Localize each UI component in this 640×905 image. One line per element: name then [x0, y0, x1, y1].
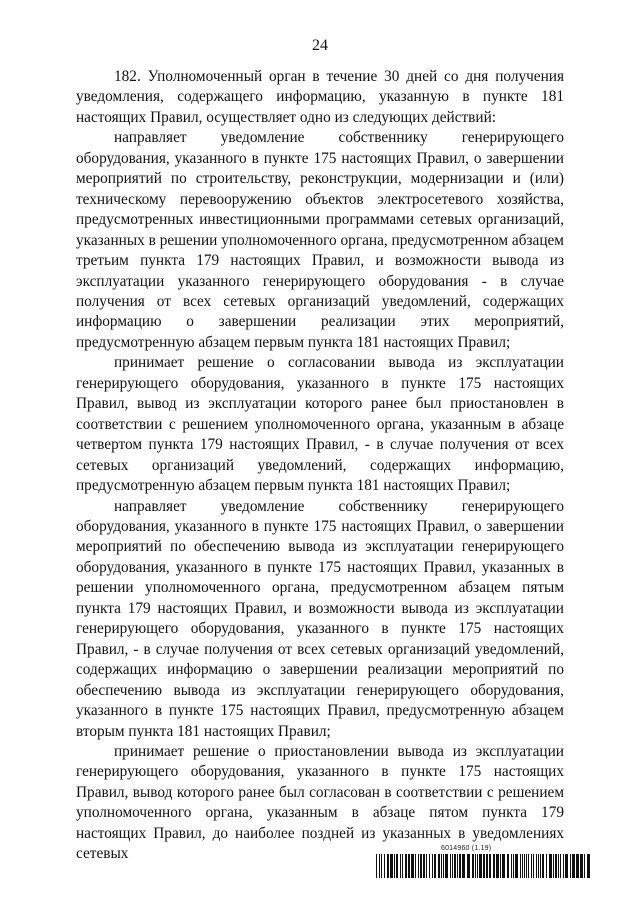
barcode-bar [445, 854, 448, 878]
barcode-bar [496, 854, 499, 878]
barcode-bar [493, 854, 495, 878]
barcode-bar [540, 854, 541, 878]
paragraph-action-4: принимает решение о приостановлении вывода из эксплуатации генерирующего оборудования, указанного в пункте 175 настоящих Правил, вывод которого ранее был согласован в соответствии с решением уполномоченного органа, указанным в абзаце пятом пункта 179 настоящих Правил, до наиболее поздней из указанных в уведомлениях сетевых [76, 742, 564, 863]
barcode-bar [520, 854, 521, 878]
barcode-bar [384, 854, 385, 878]
page-number: 24 [312, 37, 328, 54]
barcode-bar [528, 854, 529, 878]
barcode-bar [443, 854, 444, 878]
barcode-bar [553, 854, 554, 878]
barcode-bar [396, 854, 398, 878]
barcode-bar [489, 854, 491, 878]
document-code: 6014960 (1.19) [441, 845, 492, 852]
barcode-graphic [376, 854, 590, 878]
barcode-bar [546, 854, 547, 878]
barcode-bar [411, 854, 414, 878]
barcode-bar [426, 854, 427, 878]
barcode-bar [400, 854, 401, 878]
barcode-bar [576, 854, 579, 878]
barcode-bar [381, 854, 382, 878]
barcode-bar [515, 854, 518, 878]
barcode-bar [570, 854, 571, 878]
barcode-bar [513, 854, 514, 878]
barcode-bar [572, 854, 575, 878]
barcode-bar [462, 854, 465, 878]
barcode-bar [531, 854, 532, 878]
barcode-bar [432, 854, 433, 878]
barcode-bar [507, 854, 509, 878]
barcode-bar [452, 854, 453, 878]
barcode-bar [467, 854, 470, 878]
barcode-bar [405, 854, 407, 878]
barcode-bar [457, 854, 458, 878]
paragraph-action-2: принимает решение о согласовании вывода из эксплуатации генерирующего оборудования, указанного в пункте 175 настоящих Правил, вывод из эксплуатации которого ранее был приостановлен в соответствии с решением уполномоченного органа, указанным в абзаце четвертом пункта 179 настоящих Правил, - в случае получения от всех сетевых организаций уведомлений, содержащих информацию, предусмотренную абзацем первым пункта 181 настоящих Правил; [76, 354, 564, 495]
barcode-bar [526, 854, 527, 878]
barcode-bar [536, 854, 537, 878]
barcode-bar [472, 854, 474, 878]
barcode-bar [423, 854, 425, 878]
barcode-bar [379, 854, 380, 878]
barcode-bar [438, 854, 440, 878]
barcode-bar [479, 854, 482, 878]
barcode-bar [580, 854, 583, 878]
barcode-bar [563, 854, 564, 878]
paragraph-182: 182. Уполномоченный орган в течение 30 дней со дня получения уведомления, содержащего информацию, указанную в пункте 181 настоящих Правил, осуществляет одно из следующих действий: [76, 68, 564, 126]
document-body [76, 67, 564, 865]
barcode-bar [441, 854, 442, 878]
barcode-bar [429, 854, 430, 878]
barcode-bar [522, 854, 523, 878]
barcode-bar [475, 854, 476, 878]
barcode [376, 854, 590, 878]
barcode-bar [483, 854, 485, 878]
paragraph-action-1: направляет уведомление собственнику генерирующего оборудования, указанного в пункте 175 настоящих Правил, о завершении мероприятий по строительству, реконструкции, модернизации и (или) техническому перевооружению объектов электросетевого хозяйства, предусмотренных инвестиционными программами сетевых организаций, указанных в решении уполномоченного органа, предусмотренном абзацем третьим пункта 179 настоящих Правил, и возможности вывода из эксплуатации указанного генерирующего оборудования - в случае получения от всех сетевых организаций уведомлений, содержащих информацию о завершении реализации этих мероприятий, предусмотренную абзацем первым пункта 181 настоящих Правил; [76, 129, 564, 351]
barcode-bar [555, 854, 557, 878]
barcode-bar [511, 854, 512, 878]
paragraph-action-3: направляет уведомление собственнику генерирующего оборудования, указанного в пункте 175 настоящих Правил, о завершении мероприятий по обеспечению вывода из эксплуатации генерирующего оборудования, указанного в пункте 175 настоящих Правил, указанных в решении уполномоченного органа, предусмотренном абзацем пятым пункта 179 настоящих Правил, и возможности вывода из эксплуатации генерирующего оборудования, указанного в пункте 175 настоящих Правил, - в случае получения от всех сетевых организаций уведомлений, содержащих информацию о завершении реализации мероприятий по обеспечению вывода из эксплуатации генерирующего оборудования, указанного в пункте 175 настоящих Правил, предусмотренную абзацем вторым пункта 181 настоящих Правил; [76, 497, 564, 740]
barcode-bar [486, 854, 488, 878]
barcode-bar [524, 854, 525, 878]
barcode-bar [415, 854, 416, 878]
barcode-bar [394, 854, 395, 878]
barcode-bar [434, 854, 436, 878]
barcode-bar [376, 854, 377, 878]
barcode-bar [587, 854, 590, 878]
barcode-bar [584, 854, 585, 878]
barcode-bar [408, 854, 410, 878]
barcode-bar [533, 854, 534, 878]
barcode-bar [450, 854, 451, 878]
barcode-bar [502, 854, 505, 878]
barcode-bar [390, 854, 393, 878]
barcode-bar [549, 854, 552, 878]
barcode-bar [565, 854, 568, 878]
barcode-bar [454, 854, 456, 878]
barcode-bar [420, 854, 422, 878]
barcode-bar [387, 854, 389, 878]
barcode-bar [402, 854, 403, 878]
barcode-bar [418, 854, 419, 878]
barcode-bar [542, 854, 544, 878]
barcode-bar [500, 854, 501, 878]
barcode-bar [560, 854, 561, 878]
barcode-bar [477, 854, 478, 878]
barcode-bar [538, 854, 539, 878]
barcode-bar [558, 854, 559, 878]
barcode-bar [459, 854, 461, 878]
